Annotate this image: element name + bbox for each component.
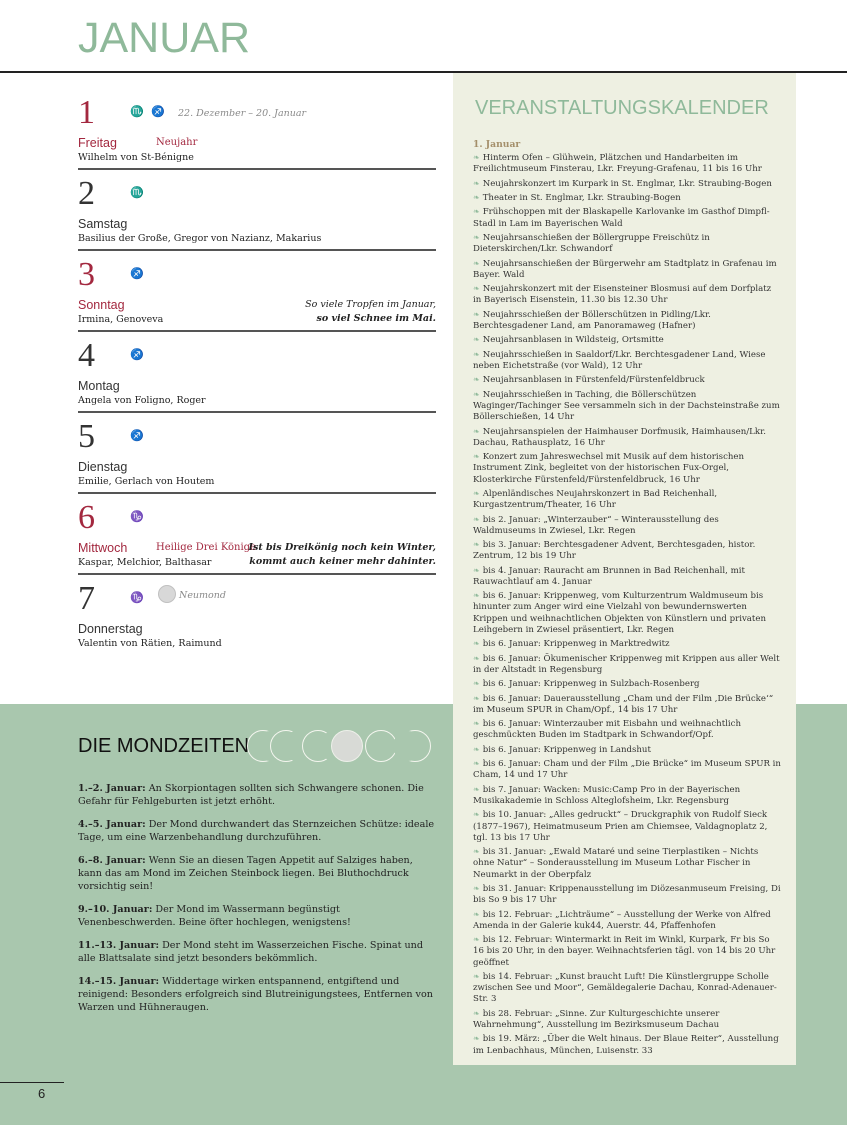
saints: Wilhelm von St-Bénigne: [78, 152, 194, 163]
event-item: [473, 426, 781, 449]
leaf-bullet-icon: ❧: [473, 389, 480, 399]
moon-tip-dates: 11.–13. Januar:: [78, 940, 160, 951]
leaf-bullet-icon: ❧: [473, 514, 480, 524]
event-item: [473, 846, 781, 881]
day-entry: [78, 96, 436, 176]
moon-sign-icon: ♐: [130, 429, 146, 442]
weekday: Mittwoch: [78, 541, 128, 555]
weekday: Donnerstag: [78, 622, 143, 636]
moon-tip-dates: 6.–8. Januar:: [78, 855, 146, 866]
leaf-bullet-icon: ❧: [473, 1034, 480, 1044]
event-item: [473, 744, 781, 756]
event-text: bis 6. Januar: Dauerausstellung „Cham und der Film ,Die Brücke‘“ im Museum SPUR in Cham/Opf., 14 bis 17 Uhr: [473, 693, 774, 715]
moon-tip-dates: 1.–2. Januar:: [78, 783, 146, 794]
event-text: bis 6. Januar: Krippenweg, vom Kulturzentrum Waldmuseum bis hinunter zum Anger wird eine Vielzahl von bewundernswerten Krippen und weihnachtlichen Objekten von Künstlern und privaten Leihgebern in Zwiesel präsentiert, Lkr. Regen: [473, 591, 767, 635]
event-text: Neujahrsschießen in Taching, die Böllerschützen Waginger/Tachinger See versammeln sich in der Dachsteinstraße zum Böllerschießen, 14 Uhr: [473, 389, 780, 423]
event-text: Neujahrsanblasen in Fürstenfeld/Fürstenfeldbruck: [482, 375, 705, 386]
leaf-bullet-icon: ❧: [473, 540, 480, 550]
event-text: Frühschoppen mit der Blaskapelle Karlovanke im Gasthof Dimpfl-Stadl in Lam im Bayerischen Wald: [473, 207, 770, 229]
event-item: [473, 389, 781, 424]
event-item: [473, 192, 781, 204]
event-item: [473, 334, 781, 346]
event-text: bis 2. Januar: „Winterzauber“ – Winterausstellung des Waldmuseums in Zwiesel, Lkr. Regen: [473, 514, 719, 536]
moon-tip-dates: 14.–15. Januar:: [78, 976, 160, 987]
leaf-bullet-icon: ❧: [473, 565, 480, 575]
weekday: Sonntag: [78, 298, 125, 312]
leaf-bullet-icon: ❧: [473, 258, 480, 268]
day-entry: [78, 339, 436, 419]
event-text: Neujahrsanschießen der Bürgerwehr am Stadtplatz in Grafenau im Bayer. Wald: [473, 258, 777, 280]
event-text: Neujahrsanspielen der Haimhauser Dorfmusik, Haimhausen/Lkr. Dachau, Rathausplatz, 16 Uhr: [473, 426, 766, 448]
event-text: Neujahrsanblasen in Wildsteig, Ortsmitte: [482, 335, 664, 346]
day-divider: [78, 168, 436, 170]
moon-sign-icon: ♏ ♐: [130, 105, 167, 118]
moon-phase-label: Neumond: [179, 590, 226, 601]
leaf-bullet-icon: ❧: [473, 810, 480, 820]
event-text: bis 7. Januar: Wacken: Music:Camp Pro in der Bayerischen Musikakademie in Schloss Alteglofsheim, Lkr. Regensburg: [473, 784, 741, 807]
event-text: bis 6. Januar: Krippenweg in Marktredwitz: [482, 639, 670, 650]
leaf-bullet-icon: ❧: [473, 653, 480, 663]
leaf-bullet-icon: ❧: [473, 759, 480, 769]
leaf-bullet-icon: ❧: [473, 591, 480, 601]
saints: Valentin von Rätien, Raimund: [78, 638, 222, 649]
event-item: [473, 451, 781, 486]
event-text: Neujahrsschießen in Saaldorf/Lkr. Berchtesgadener Land, Wiese neben Eichetstraße (vor Wald), 12 Uhr: [473, 349, 766, 371]
moon-section-title: DIE MONDZEITEN: [78, 735, 250, 757]
weekday: Freitag: [78, 136, 117, 150]
leaf-bullet-icon: ❧: [473, 909, 480, 919]
event-item: [473, 514, 781, 537]
event-text: Alpenländisches Neujahrskonzert in Bad Reichenhall, Kurgastzentrum/Theater, 16 Uhr: [473, 488, 718, 511]
leaf-bullet-icon: ❧: [473, 884, 480, 894]
event-item: [473, 693, 781, 716]
saints: Emilie, Gerlach von Houtem: [78, 476, 215, 487]
page-number: 6: [38, 1086, 46, 1101]
moon-tip-text: Der Mond durchwandert das Sternzeichen Schütze: ideale Tage, um eine Warzenbehandlung durchzuführen.: [78, 819, 435, 843]
leaf-bullet-icon: ❧: [473, 972, 480, 981]
event-item: [473, 374, 781, 386]
day-entry: [78, 582, 436, 662]
event-item: [473, 309, 781, 332]
event-text: Theater in St. Englmar, Lkr. Straubing-Bogen: [482, 192, 681, 203]
leaf-bullet-icon: ❧: [473, 232, 480, 242]
moon-sign-icon: ♑: [130, 591, 146, 604]
waxing-crescent-moon-icon: [399, 730, 431, 762]
saints: Angela von Foligno, Roger: [78, 395, 206, 406]
weekday: Samstag: [78, 217, 128, 231]
saints: Kaspar, Melchior, Balthasar: [78, 557, 212, 568]
event-item: [473, 206, 781, 229]
event-item: [473, 971, 781, 1006]
event-text: bis 6. Januar: Ökumenischer Krippenweg mit Krippen aus aller Welt in der Altstadt in Regensburg: [473, 653, 780, 675]
day-divider: [78, 249, 436, 251]
leaf-bullet-icon: ❧: [473, 693, 480, 703]
event-item: [473, 718, 781, 741]
leaf-bullet-icon: ❧: [473, 719, 480, 729]
day-number: 1: [78, 94, 95, 131]
event-text: Neujahrsanschießen der Böllergruppe Freischütz in Dieterskirchen/Lkr. Schwandorf: [473, 232, 710, 255]
saints: Basilius der Große, Gregor von Nazianz, Makarius: [78, 233, 322, 244]
event-text: Neujahrskonzert mit der Eisensteiner Blosmusi auf dem Dorfplatz in Bayerisch Eisenstein, 11.30 bis 12.30 Uhr: [473, 284, 772, 306]
leaf-bullet-icon: ❧: [473, 284, 480, 294]
day-entry: [78, 258, 436, 338]
leaf-bullet-icon: ❧: [473, 847, 480, 857]
day-number: 4: [78, 337, 95, 374]
moon-sign-icon: ♑: [130, 510, 146, 523]
weather-proverb: [305, 298, 436, 326]
event-item: [473, 349, 781, 372]
event-text: bis 31. Januar: Krippenausstellung im Diözesanmuseum Freising, Di bis So 9 bis 17 Uhr: [473, 884, 781, 906]
events-sidebar: [453, 73, 796, 1065]
leaf-bullet-icon: ❧: [473, 309, 480, 319]
moon-sign-icon: ♏: [130, 186, 146, 199]
day-number: 6: [78, 499, 95, 536]
event-text: bis 10. Januar: „Alles gedruckt“ – Druckgraphik von Rudolf Sieck (1877–1967), Heimatmuseum Prien am Chiemsee, Valdagnoplatz 2, tgl. 13 bis 17 Uhr: [473, 810, 768, 843]
moon-tip-text: Wenn Sie an diesen Tagen Appetit auf Salziges haben, kann das am Mond im Zeichen Steinbock liegen. Bei Bluthochdruck vorsichtig sein!: [78, 855, 413, 892]
moon-tip-dates: 4.–5. Januar:: [78, 819, 146, 830]
leaf-bullet-icon: ❧: [473, 426, 480, 436]
leaf-bullet-icon: ❧: [473, 935, 480, 945]
event-item: [473, 488, 781, 511]
event-item: [473, 653, 781, 676]
moon-tip-text: An Skorpiontagen sollten sich Schwangere schonen. Die Gefahr für Fehlgeburten ist jetzt erhöht.: [78, 783, 424, 807]
new-moon-icon: [158, 585, 176, 603]
holiday: Neujahr: [156, 137, 198, 148]
moon-tip: [78, 975, 435, 1014]
leaf-bullet-icon: ❧: [473, 349, 480, 359]
moon-tip: [78, 903, 435, 929]
event-text: bis 6. Januar: Cham und der Film „Die Brücke“ im Museum SPUR in Cham, 14 und 17 Uhr: [473, 759, 781, 781]
moon-texts: [78, 782, 435, 1024]
leaf-bullet-icon: ❧: [473, 784, 480, 794]
moon-tip-text: Widdertage wirken entspannend, entgiftend und reinigend: Besonders erfolgreich sind Blutreinigungstees, Entfernen von Warzen und Hühneraugen.: [78, 976, 433, 1013]
event-item: [473, 232, 781, 255]
event-item: [473, 152, 781, 175]
waning-half-moon-icon: [270, 730, 302, 762]
page-title: JANUAR: [78, 14, 251, 62]
moon-sign-icon: ♐: [130, 348, 146, 361]
event-text: bis 12. Februar: Wintermarkt in Reit im Winkl, Kurpark, Fr bis So 16 bis 20 Uhr, in den bayer. Weihnachtsferien tägl. von 14 bis 20 Uhr geöffnet: [473, 935, 776, 968]
leaf-bullet-icon: ❧: [473, 207, 480, 217]
moon-sign-icon: ♐: [130, 267, 146, 280]
day-entry: [78, 420, 436, 500]
zodiac-range: 22. Dezember – 20. Januar: [178, 108, 307, 119]
event-text: bis 3. Januar: Berchtesgadener Advent, Berchtesgaden, histor. Zentrum, 12 bis 19 Uhr: [473, 540, 756, 562]
events-date-heading: 1. Januar: [473, 139, 521, 150]
event-text: bis 6. Januar: Winterzauber mit Eisbahn und weihnachtlich geschmückten Buden im Stadtpark in Schwandorf/Opf.: [473, 719, 742, 741]
moon-tip: [78, 782, 435, 808]
day-number: 2: [78, 175, 95, 212]
event-text: Neujahrsschießen der Böllerschützen in Pidling/Lkr. Berchtesgadener Land, am Panoramaweg (Hafner): [473, 309, 711, 331]
event-text: bis 4. Januar: Rauracht am Brunnen in Bad Reichenhall, mit Rauwachtlauf am 4. Januar: [473, 565, 745, 587]
event-item: [473, 565, 781, 588]
day-number: 7: [78, 580, 95, 617]
saints: Irmina, Genoveva: [78, 314, 164, 325]
event-text: bis 28. Februar: „Sinne. Zur Kulturgeschichte unserer Wahrnehmung“, Ausstellung im Bezirksmuseum Dachau: [473, 1008, 720, 1030]
event-item: [473, 883, 781, 906]
leaf-bullet-icon: ❧: [473, 452, 480, 462]
day-divider: [78, 573, 436, 575]
event-text: Konzert zum Jahreswechsel mit Musik auf dem historischen Instrument Zink, begleitet von der historischen Fux-Orgel, Klosterkirche Fürstenfeld/Fürstenfeldbruck, 16 Uhr: [473, 452, 745, 485]
event-item: [473, 638, 781, 650]
moon-tip: [78, 818, 435, 844]
event-item: [473, 539, 781, 562]
event-item: [473, 283, 781, 306]
event-text: Neujahrskonzert im Kurpark in St. Englmar, Lkr. Straubing-Bogen: [482, 178, 772, 189]
leaf-bullet-icon: ❧: [473, 1008, 480, 1018]
moon-tip: [78, 854, 435, 893]
leaf-bullet-icon: ❧: [473, 335, 480, 345]
proverb-line: So viele Tropfen im Januar,: [305, 299, 436, 310]
event-item: [473, 178, 781, 190]
proverb-line: kommt auch keiner mehr dahinter.: [249, 556, 436, 567]
sidebar-title: VERANSTALTUNGSKALENDER: [475, 97, 769, 119]
event-item: [473, 909, 781, 932]
event-text: bis 6. Januar: Krippenweg in Landshut: [482, 744, 651, 755]
events-list: [473, 139, 781, 1059]
leaf-bullet-icon: ❧: [473, 153, 480, 162]
event-item: [473, 1008, 781, 1031]
moon-tip-text: Der Mond im Wassermann begünstigt Venenbeschwerden. Beine öfter hochlegen, wenigstens!: [78, 904, 351, 928]
event-item: [473, 678, 781, 690]
weather-proverb: [249, 541, 436, 569]
weekday: Montag: [78, 379, 120, 393]
day-number: 3: [78, 256, 95, 293]
leaf-bullet-icon: ❧: [473, 488, 480, 498]
day-divider: [78, 492, 436, 494]
event-item: [473, 784, 781, 807]
leaf-bullet-icon: ❧: [473, 192, 480, 202]
event-text: bis 19. März: „Über die Welt hinaus. Der Blaue Reiter“, Ausstellung im Lenbachhaus, München, Luisenstr. 33: [473, 1034, 779, 1056]
moon-tip-dates: 9.–10. Januar:: [78, 904, 153, 915]
event-item: [473, 590, 781, 636]
event-item: [473, 1033, 781, 1056]
leaf-bullet-icon: ❧: [473, 375, 480, 385]
page-number-rule: [0, 1082, 64, 1083]
event-item: [473, 809, 781, 844]
day-entry: [78, 177, 436, 257]
leaf-bullet-icon: ❧: [473, 744, 480, 754]
day-number: 5: [78, 418, 95, 455]
moon-tip-text: Der Mond steht im Wasserzeichen Fische. Spinat und alle Blattsalate sind jetzt besonders bekömmlich.: [78, 940, 424, 964]
leaf-bullet-icon: ❧: [473, 639, 480, 649]
event-text: bis 14. Februar: „Kunst braucht Luft! Die Künstlergruppe Scholle zwischen See und Moor“, Gemäldegalerie Dachau, Konrad-Adenauer-Str. 3: [473, 972, 777, 1005]
leaf-bullet-icon: ❧: [473, 679, 480, 689]
event-text: Hinterm Ofen – Glühwein, Plätzchen und Handarbeiten im Freilichtmuseum Finsterau, Lkr. Freyung-Grafenau, 11 bis 16 Uhr: [473, 153, 762, 175]
event-text: bis 31. Januar: „Ewald Mataré und seine Tierplastiken – Nichts ohne Natur“ – Sonderausstellung im Museum Lothar Fischer in Neumarkt in der Oberpfalz: [473, 847, 759, 880]
holiday: Heilige Drei Könige: [156, 542, 257, 553]
proverb-line: so viel Schnee im Mai.: [316, 313, 436, 324]
day-entry: [78, 501, 436, 581]
event-item: [473, 758, 781, 781]
moon-tip: [78, 939, 435, 965]
event-text: bis 12. Februar: „Lichträume“ – Ausstellung der Werke von Alfred Amenda in der Galerie kuk44, Auerstr. 44, Pfaffenhofen: [473, 909, 771, 931]
event-item: [473, 258, 781, 281]
leaf-bullet-icon: ❧: [473, 178, 480, 188]
full-moon-icon: [331, 730, 363, 762]
proverb-line: Ist bis Dreikönig noch kein Winter,: [248, 542, 436, 553]
day-divider: [78, 330, 436, 332]
weekday: Dienstag: [78, 460, 128, 474]
event-text: bis 6. Januar: Krippenweg in Sulzbach-Rosenberg: [482, 679, 700, 690]
event-item: [473, 934, 781, 969]
waning-gibbous-moon-icon: [302, 730, 334, 762]
day-divider: [78, 411, 436, 413]
